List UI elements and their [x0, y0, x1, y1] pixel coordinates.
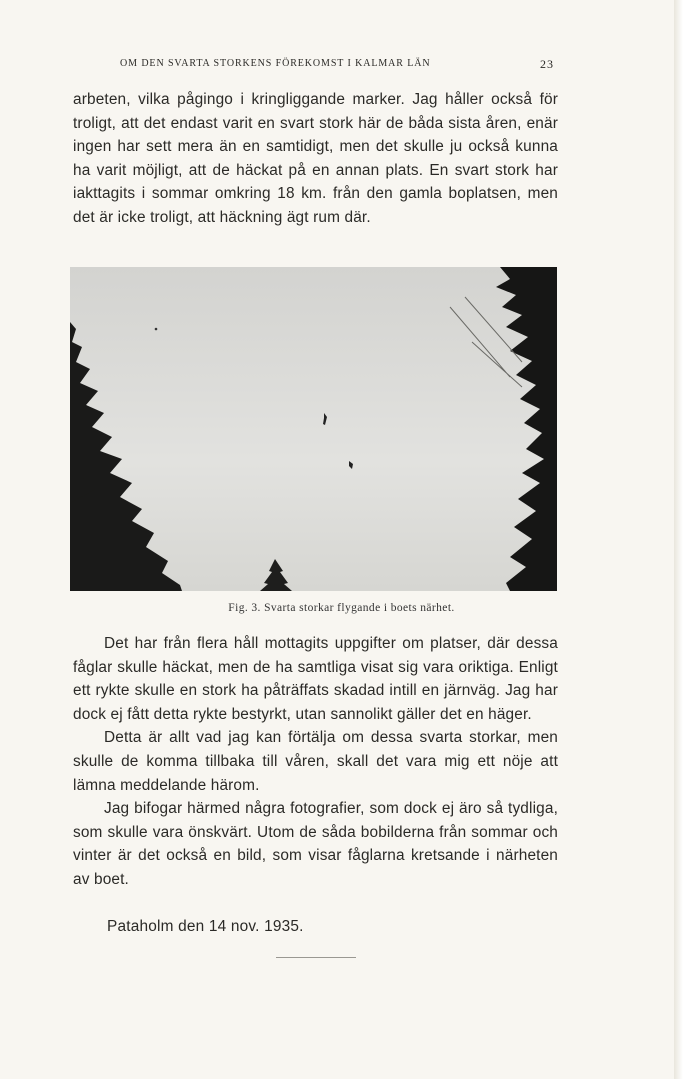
photo-illustration: [70, 267, 557, 591]
paragraph: Det har från flera håll mottagits uppgifter om platser, där dessa fåglar skulle häckat, men de ha samtliga visat sig vara oriktiga. Enligt ett rykte skulle en stork ha påträffats skadad intill en järnväg. Jag har dock ej fått detta rykte bestyrkt, utan sannolikt gäller det en häger.: [73, 635, 558, 723]
end-rule: [276, 957, 356, 958]
body-text-top: [73, 88, 558, 230]
page-number: 23: [540, 57, 554, 71]
page-edge: [674, 0, 683, 1079]
figure-photo: [70, 267, 557, 591]
paragraph: Detta är allt vad jag kan förtälja om dessa svarta storkar, men skulle de komma tillbaka till våren, skall det vara mig ett nöje att lämna meddelande härom.: [73, 729, 558, 794]
speck: [155, 328, 158, 331]
closing-line: Pataholm den 14 nov. 1935.: [107, 918, 304, 935]
figure-caption: Fig. 3. Svarta storkar flygande i boets närhet.: [228, 602, 455, 614]
body-text-bottom: [73, 632, 558, 892]
paragraph: Jag bifogar härmed några fotografier, som dock ej äro så tydliga, som skulle vara önskvärt. Utom de såda bobilderna från sommar och vinter är det också en bild, som visar fåglarna kretsande i närheten av boet.: [73, 800, 558, 888]
page-header: [0, 58, 683, 74]
paragraph: arbeten, vilka pågingo i kringliggande marker. Jag håller också för troligt, att det endast varit en svart stork här de båda sista åren, enär ingen har sett mera än en samtidigt, men det skulle ju också kunna ha varit möjligt, att de häckat på en annan plats. En svart stork har iakttagits i sommar omkring 18 km. från den gamla boplatsen, men det är icke troligt, att häckning ägt rum där.: [73, 91, 558, 226]
running-title: OM DEN SVARTA STORKENS FÖREKOMST I KALMAR LÄN: [120, 58, 431, 69]
